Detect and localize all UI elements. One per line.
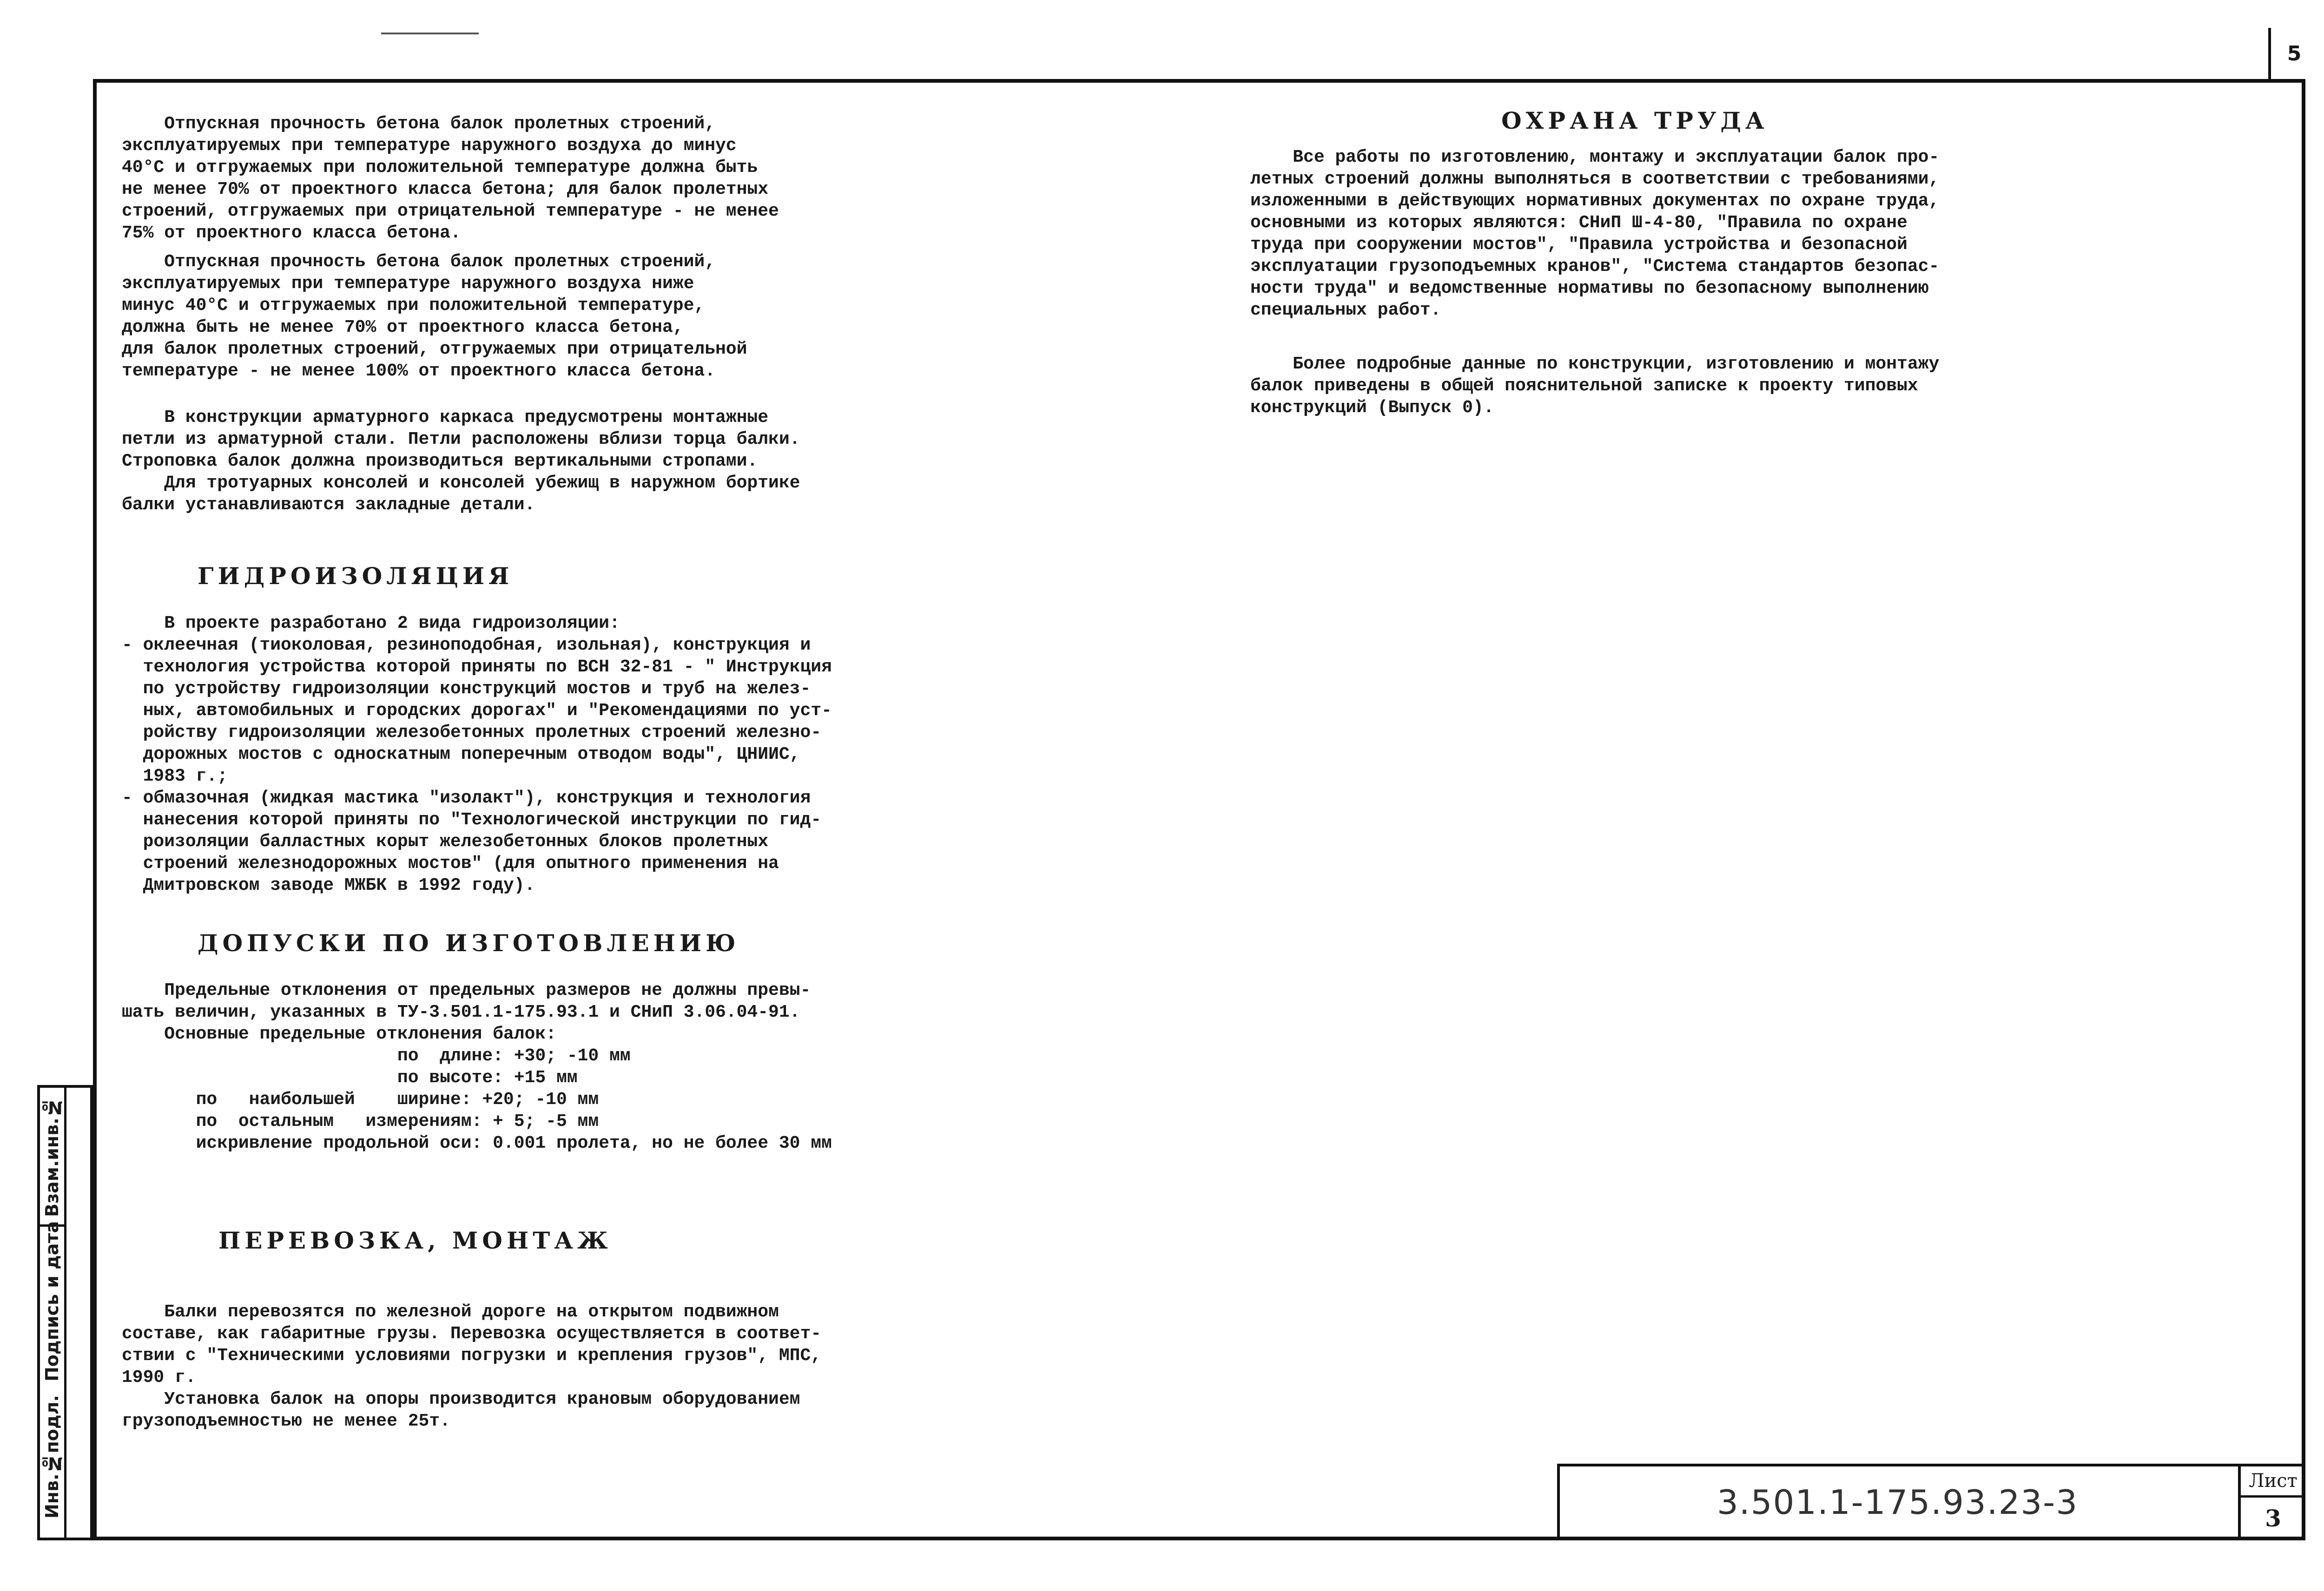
more-info-text: Более подробные данные по конструкции, изготовлению и монтажу балок приведены в общей пояснительной записке к проекту типовых конструкций (Выпуск 0). — [1250, 354, 1940, 418]
tolerances-heading: ДОПУСКИ ПО ИЗГОТОВЛЕНИЮ — [198, 929, 740, 957]
tolerances-text: Предельные отклонения от предельных размеров не должны превы- шать величин, указанных в ТУ-3.501.1-175.93.1 и СНиП 3.06.04-91. Основные предельные отклонения балок: по длине: +30; -10 мм по высоте: +15 мм по наибольшей ширине: +20; -10 мм по остальным измерениям: + 5; -5 мм искривление продольной оси: 0.001 пролета, но не более 30 мм — [122, 980, 832, 1153]
transport-heading: ПЕРЕВОЗКА, МОНТАЖ — [218, 1227, 612, 1254]
top-sheet-number: 5 — [2268, 28, 2317, 79]
stamp-signature-date: Подпись и дата — [40, 1224, 64, 1375]
sheet-box — [2238, 1464, 2305, 1540]
sheet-label: Лист — [2241, 1466, 2305, 1498]
waterproofing-heading: ГИДРОИЗОЛЯЦИЯ — [198, 562, 514, 590]
side-stamp-labels — [40, 1085, 64, 1540]
strength-paragraph-2: Отпускная прочность бетона балок пролетных строений, эксплуатируемых при температуре наружного воздуха ниже минус 40°С и отгружаемых при положительной температуре, должна быть не менее 70% от проектного класса бетона, для балок пролетных строений, отгружаемых при отрицательной температуре - не менее 100% от проектного класса бетона. — [122, 252, 747, 381]
safety-text: Все работы по изготовлению, монтажу и эксплуатации балок про- летных строений должны выполняться в соответствии с требованиями, изложенными в действующих нормативных документах по охране труда, основными из которых являются: СНиП Ш-4-80, "Правила по охране труда при сооружении мостов", "Правила устройства и безопасной эксплуатации грузоподъемных кранов", "Система стандартов безопас- ности труда" и ведомственные нормативы по безопасному выполнению специальных работ. — [1250, 147, 1940, 320]
frame-paragraph: В конструкции арматурного каркаса предусмотрены монтажные петли из арматурной стали. Петли расположены вблизи торца балки. Строповка балок должна производиться вертикальными стропами. Для тротуарных консолей и консолей убежищ в наружном бортике балки устанавливаются закладные детали. — [122, 408, 800, 515]
transport-text: Балки перевозятся по железной дороге на открытом подвижном составе, как габаритные грузы. Перевозка осуществляется в соответ- ствии с "Техническими условиями погрузки и крепления грузов", МПС, 1990 г. Установка балок на опоры производится крановым оборудованием грузоподъемностью не менее 25т. — [122, 1302, 822, 1431]
top-rule — [381, 33, 479, 34]
safety-heading: ОХРАНА ТРУДА — [1501, 107, 1769, 134]
stamp-replaced-inv: Взам.инв.№ — [40, 1085, 64, 1227]
sheet-number: 3 — [2265, 1505, 2281, 1532]
document-code: 3.501.1-175.93.23-3 — [1717, 1482, 2079, 1522]
stamp-inv-no-orig: Инв.№подл. — [42, 1395, 62, 1519]
side-stamp-divider — [64, 1088, 66, 1538]
waterproofing-text: В проекте разработано 2 вида гидроизоляции: - оклеечная (тиоколовая, резиноподобная, изольная), конструкция и технология устройства которой приняты по ВСН 32-81 - " Инструкция по устройству гидроизоляции конструкций мостов и труб на желез- ных, автомобильных и городских дорогах" и "Рекомендациями по уст- ройству гидроизоляции железобетонных пролетных строений железно- дорожных мостов с односкатным поперечным отводом воды", ЦНИИС, 1983 г.; - обмазочная (жидкая мастика "изолакт"), конструкция и технология нанесения которой приняты по "Технологической инструкции по гид- роизоляции балластных корыт железобетонных блоков пролетных строений железнодорожных мостов" (для опытного применения на Дмитровском заводе МЖБК в 1992 году). — [122, 613, 832, 895]
strength-paragraph-1: Отпускная прочность бетона балок пролетных строений, эксплуатируемых при температуре наружного воздуха до минус 40°С и отгружаемых при положительной температуре должна быть не менее 70% от проектного класса бетона; для балок пролетных строений, отгружаемых при отрицательной температуре - не менее 75% от проектного класса бетона. — [122, 114, 779, 243]
